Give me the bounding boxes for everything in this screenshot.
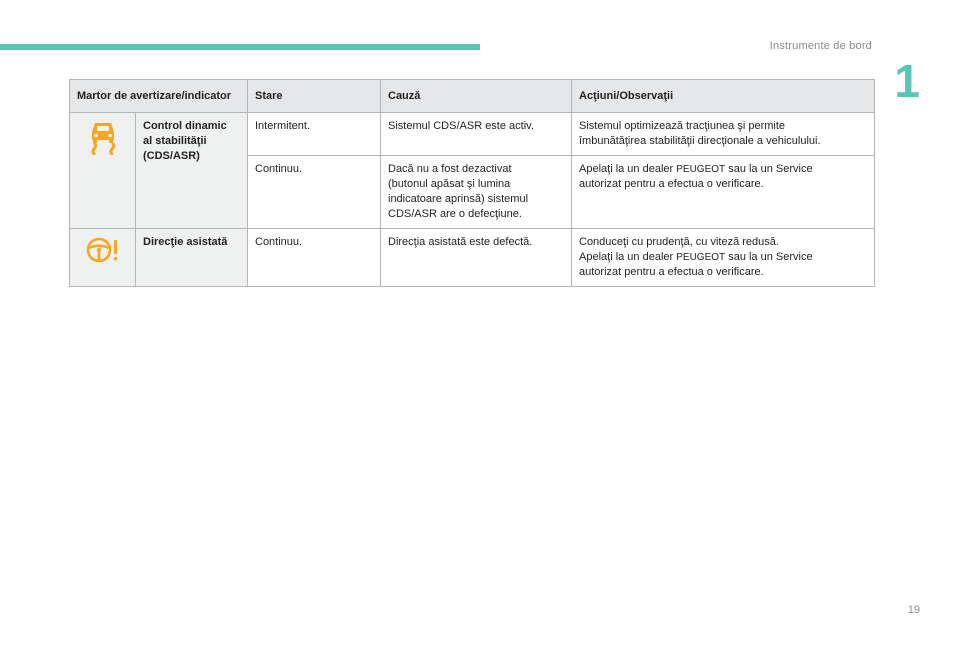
- indicator-icon-cell: [70, 113, 136, 229]
- indicator-name-cds-asr: Control dinamic al stabilităţii (CDS/ASR): [136, 113, 248, 229]
- header-accent-bar: [0, 44, 480, 50]
- state-cell: Intermitent.: [248, 113, 381, 156]
- page-number: 19: [907, 604, 920, 616]
- action-cell: Apelaţi la un dealer PEUGEOT sau la un Service autorizat pentru a efectua o verificare.: [572, 156, 875, 229]
- column-header-indicator: Martor de avertizare/indicator: [70, 80, 248, 113]
- table-row: [70, 229, 875, 287]
- action-cell: Sistemul optimizează tracţiunea şi permite îmbunătăţirea stabilităţii direcţionale a vehiculului.: [572, 113, 875, 156]
- column-header-cause: Cauză: [381, 80, 572, 113]
- state-cell: Continuu.: [248, 229, 381, 287]
- cause-cell: Dacă nu a fost dezactivat (butonul apăsat şi lumina indicatoare aprinsă) sistemul CDS/ASR are o defecţiune.: [381, 156, 572, 229]
- cause-cell: Direcţia asistată este defectă.: [381, 229, 572, 287]
- stability-control-icon: [88, 119, 118, 155]
- indicator-name-power-steering: Direcţie asistată: [136, 229, 248, 287]
- warning-lights-table: [69, 79, 875, 287]
- table-row: [70, 113, 875, 156]
- section-title: Instrumente de bord: [769, 40, 872, 52]
- chapter-number: 1: [894, 55, 920, 107]
- table-header-row: [70, 80, 875, 113]
- power-steering-warning-icon: [86, 235, 120, 265]
- column-header-state: Stare: [248, 80, 381, 113]
- brand-name: PEUGEOT: [676, 252, 726, 263]
- state-cell: Continuu.: [248, 156, 381, 229]
- brand-name: PEUGEOT: [676, 164, 726, 175]
- column-header-actions: Acţiuni/Observaţii: [572, 80, 875, 113]
- cause-cell: Sistemul CDS/ASR este activ.: [381, 113, 572, 156]
- indicator-icon-cell: [70, 229, 136, 287]
- action-cell: Conduceţi cu prudenţă, cu viteză redusă. Apelaţi la un dealer PEUGEOT sau la un Service autorizat pentru a efectua o verificare.: [572, 229, 875, 287]
